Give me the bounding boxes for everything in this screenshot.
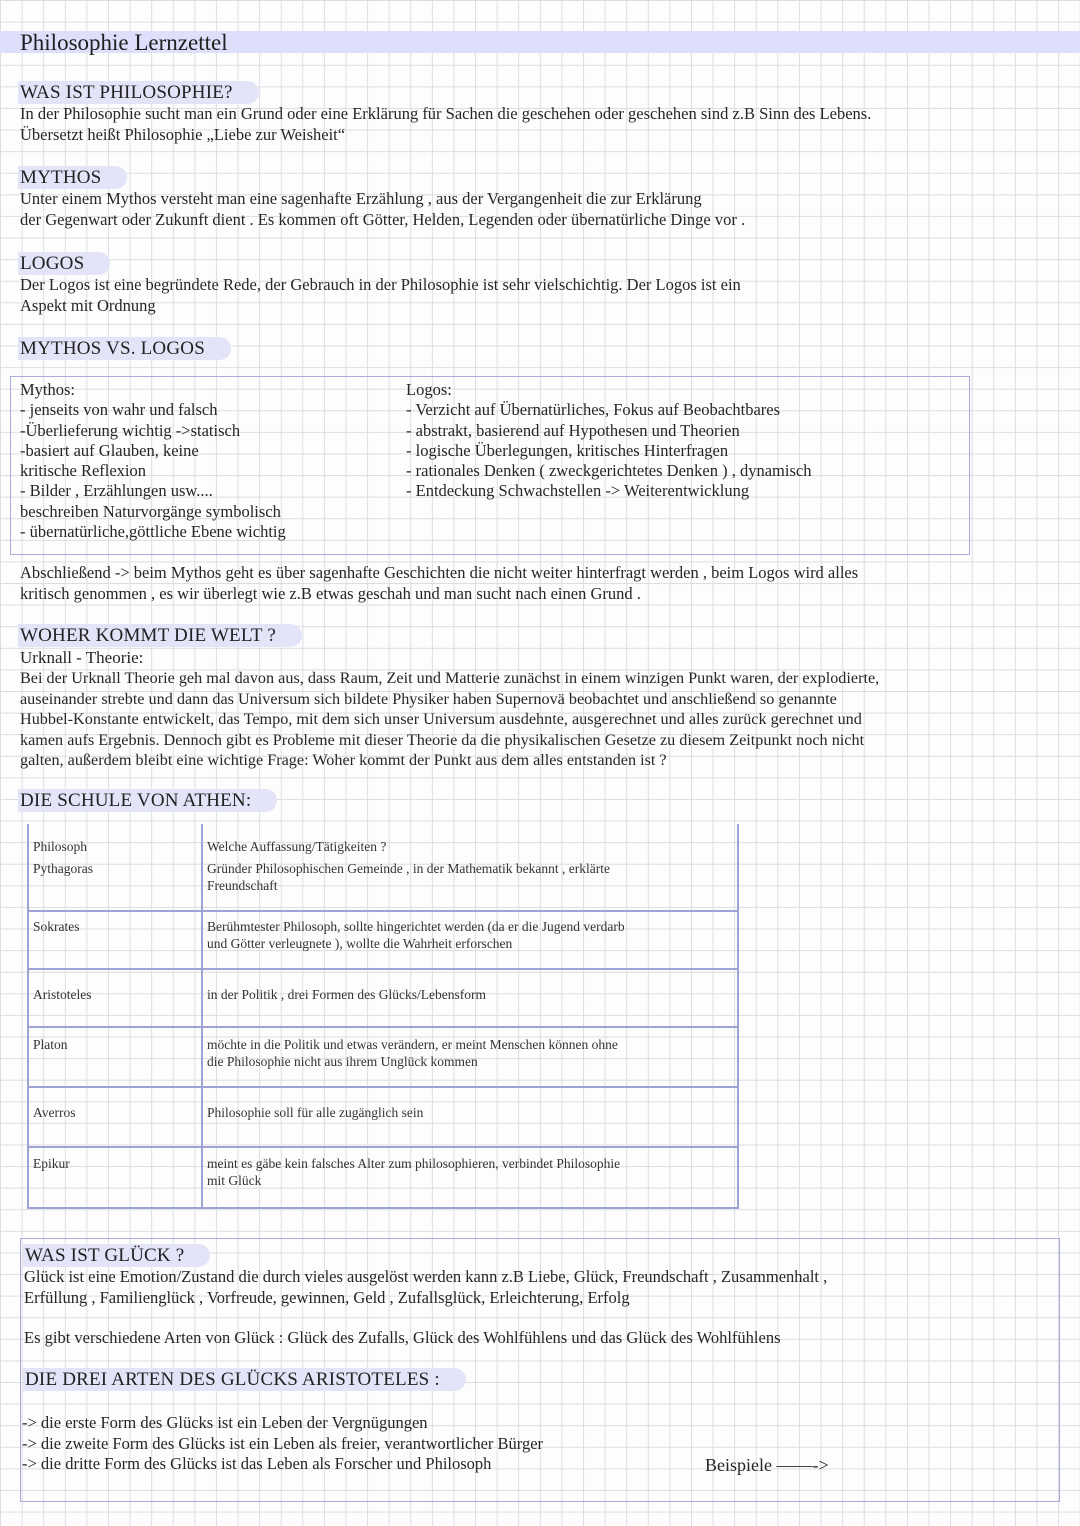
text-line: kritisch genommen , es wir überlegt wie z.B etwas geschah und man sucht nach einen Grund . [20,583,641,603]
mythos-item: -basiert auf Glauben, keine [20,440,199,460]
text-line: Abschließend -> beim Mythos geht es über sagenhafte Geschichten die nicht weiter hinterfragt werden , beim Logos wird alles [20,563,859,582]
philosopher-name: Averros [33,1105,76,1120]
text-line: Erfüllung , Familienglück , Vorfreude, gewinnen, Geld , Zufallsglück, Erleichterung, Erfolg [24,1287,630,1307]
philosopher-name: Sokrates [33,919,80,934]
heading-was-ist-philosophie: WAS IST PHILOSOPHIE? [18,81,259,104]
text-line: der Gegenwart oder Zukunft dient . Es kommen oft Götter, Helden, Legenden oder übernatürliche Dinge vor . [20,209,746,229]
heading-was-ist-glueck: WAS IST GLÜCK ? [23,1244,210,1267]
text-line: Glück ist eine Emotion/Zustand die durch vieles ausgelöst werden kann z.B Liebe, Glück, Freundschaft , Zusammenhalt , [24,1267,828,1286]
urknall-text [20,668,879,771]
beispiele-arrow: Beispiele ——-> [705,1455,829,1475]
logos-item: - abstrakt, basierend auf Hypothesen und Theorien [406,420,740,440]
text-line: Unter einem Mythos versteht man eine sagenhafte Erzählung , aus der Vergangenheit die zur Erklärung [20,189,702,208]
desc-line: Philosophie soll für alle zugänglich sein [207,1105,424,1120]
philosopher-desc [207,1104,727,1121]
mythos-item: Mythos: [20,380,76,399]
desc-line: und Götter verleugnete ), wollte die Wahrheit erforschen [207,936,513,951]
desc-line: meint es gäbe kein falsches Alter zum philosophieren, verbindet Philosophie [207,1156,621,1171]
philosopher-name: Pythagoras [33,861,93,876]
row-divider [29,910,737,912]
logos-item: - Entdeckung Schwachstellen -> Weiterentwicklung [406,481,750,501]
logos-column [406,380,811,502]
philosopher-table [27,824,739,1209]
mythos-item: beschreiben Naturvorgänge symbolisch [20,501,281,521]
text-line: In der Philosophie sucht man ein Grund oder eine Erklärung für Sachen die geschehen oder geschehen sind z.B Sinn des Lebens. [20,104,872,123]
text-line: Übersetzt heißt Philosophie „Liebe zur Weisheit“ [20,124,346,144]
text-line: Bei der Urknall Theorie geh mal davon aus, dass Raum, Zeit und Matterie zunächst in einem winzigen Punkt waren, der explodierte, [20,669,880,687]
heading-drei-arten-des-gluecks: DIE DREI ARTEN DES GLÜCKS ARISTOTELES : [23,1368,466,1391]
mythos-item: - jenseits von wahr und falsch [20,400,218,420]
desc-line: möchte in die Politik und etwas verändern, er meint Menschen können ohne [207,1037,618,1052]
row-divider [29,1026,737,1028]
mythos-item: - Bilder , Erzählungen usw.... [20,481,213,501]
glueck-form-item: -> die zweite Form des Glücks ist ein Leben als freier, verantwortlicher Bürger [22,1433,544,1453]
glueck-text [24,1267,827,1308]
mythos-item: kritische Reflexion [20,461,147,481]
mythos-item: -Überlieferung wichtig ->statisch [20,420,241,440]
desc-line: Berühmtester Philosoph, sollte hingerichtet werden (da er die Jugend verdarb [207,919,625,934]
row-divider [29,968,737,970]
conclusion-text [20,563,858,604]
column-divider [201,824,203,1207]
desc-line: Freundschaft [207,878,278,893]
table-header-auffassung: Welche Auffassung/Tätigkeiten ? [207,839,387,854]
philosopher-desc [207,1155,727,1189]
heading-schule-von-athen: DIE SCHULE VON ATHEN: [18,789,277,812]
logos-item: Logos: [406,380,452,399]
philosopher-desc [207,860,727,894]
heading-mythos: MYTHOS [18,166,127,189]
row-divider [29,1086,737,1088]
page-title: Philosophie Lernzettel [20,30,228,55]
mythos-text [20,189,745,230]
desc-line: mit Glück [207,1173,262,1188]
text-line: auseinander strebte und dann das Universum sich bildete Physiker haben Supernovä beobachtet und anschließend so genannte [20,689,837,708]
desc-line: in der Politik , drei Formen des Glücks/Lebensform [207,987,486,1002]
logos-text [20,275,741,316]
desc-line: die Philosophie nicht aus ihrem Unglück kommen [207,1054,478,1069]
heading-mythos-vs-logos: MYTHOS VS. LOGOS [18,337,231,360]
urknall-subheading: Urknall - Theorie: [20,648,144,667]
text-line: galten, außerdem bleibt eine wichtige Frage: Woher kommt der Punkt aus dem alles entstanden ist ? [20,751,667,769]
logos-item: - rationales Denken ( zweckgerichtetes Denken ) , dynamisch [406,461,812,481]
glueck-forms-list [22,1413,543,1475]
philosopher-name: Epikur [33,1156,70,1171]
philosopher-desc [207,918,727,952]
row-divider [29,1146,737,1148]
glueck-form-item: -> die erste Form des Glücks ist ein Leben der Vergnügungen [22,1413,428,1432]
philosopher-desc [207,986,727,1003]
philosopher-name: Aristoteles [33,987,92,1002]
glueck-arten-text: Es gibt verschiedene Arten von Glück : Glück des Zufalls, Glück des Wohlfühlens und das Glück des Wohlfühlens [24,1328,781,1347]
logos-item: - Verzicht auf Übernatürliches, Fokus auf Beobachtbares [406,400,781,420]
glueck-form-item: -> die dritte Form des Glücks ist das Leben als Forscher und Philosoph [22,1454,492,1473]
philosophie-text [20,104,871,145]
heading-woher-kommt-die-welt: WOHER KOMMT DIE WELT ? [18,624,302,647]
table-header-philosoph: Philosoph [33,839,88,854]
text-line: Hubbel-Konstante entwickelt, das Tempo, mit dem sich unser Universum ausdehnte, ausgerechnet und alles zurück gerechnet und [20,710,862,728]
desc-line: Gründer Philosophischen Gemeinde , in der Mathematik bekannt , erklärte [207,861,611,876]
mythos-item: - übernatürliche,göttliche Ebene wichtig [20,522,286,542]
text-line: Aspekt mit Ordnung [20,295,156,315]
mythos-column [20,380,286,542]
philosopher-desc [207,1036,727,1070]
text-line: Der Logos ist eine begründete Rede, der Gebrauch in der Philosophie ist sehr vielschichtig. Der Logos ist ein [20,275,741,294]
heading-logos: LOGOS [18,252,110,275]
philosopher-name: Platon [33,1037,68,1052]
logos-item: - logische Überlegungen, kritisches Hinterfragen [406,440,729,460]
text-line: kamen aufs Ergebnis. Dennoch gibt es Probleme mit dieser Theorie da die physikalischen Gesetze zu diesem Zeitpunkt noch nicht [20,730,865,749]
